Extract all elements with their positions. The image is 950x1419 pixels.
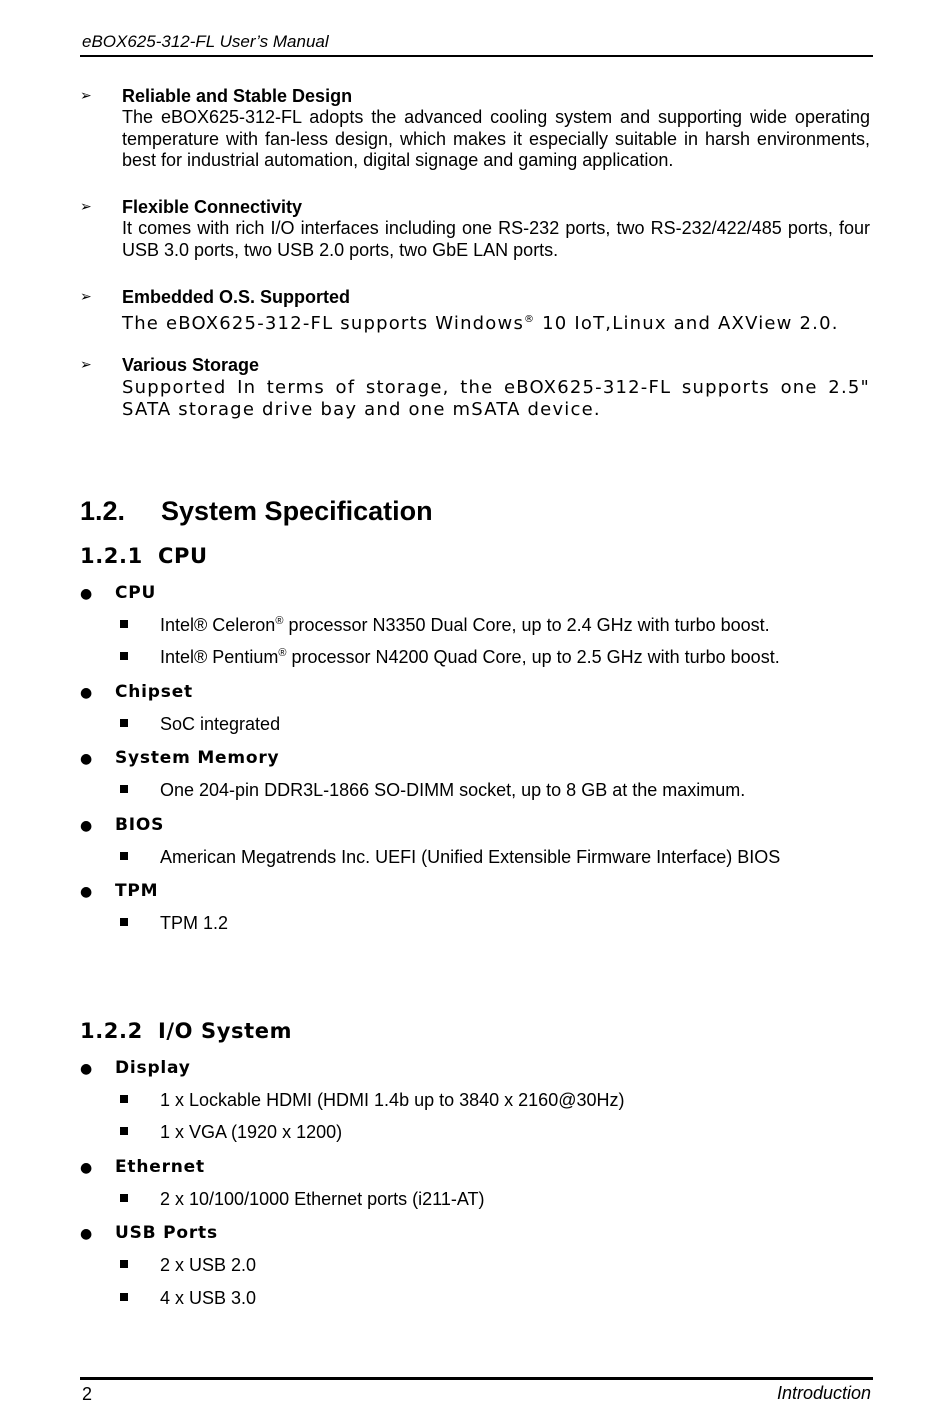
- subsection-heading-cpu: [80, 544, 208, 568]
- dot-bullet-icon: ●: [80, 818, 94, 834]
- footer-section-name: Introduction: [776, 1383, 871, 1403]
- spec-category: ● Chipset: [80, 682, 193, 702]
- arrow-bullet-icon: ➢: [80, 356, 92, 372]
- dot-bullet-icon: ●: [80, 884, 94, 900]
- spec-item: 1 x VGA (1920 x 1200): [120, 1122, 342, 1143]
- page-number: 2: [82, 1384, 93, 1404]
- feature-title: Embedded O.S. Supported: [122, 287, 351, 307]
- feature-title: Reliable and Stable Design: [122, 86, 353, 106]
- subsection-heading-io: [80, 1019, 292, 1043]
- square-bullet-icon: [120, 1293, 128, 1301]
- feature-title: Various Storage: [122, 355, 260, 375]
- spec-item: 2 x USB 2.0: [120, 1255, 256, 1276]
- section-heading: [80, 496, 433, 527]
- spec-category: ● USB Ports: [80, 1223, 218, 1243]
- dot-bullet-icon: ●: [80, 685, 94, 701]
- feature-title: Flexible Connectivity: [122, 197, 303, 217]
- spec-item: One 204-pin DDR3L-1866 SO-DIMM socket, up to 8 GB at the maximum.: [120, 780, 745, 801]
- dot-bullet-icon: ●: [80, 1226, 94, 1242]
- feature-body: Supported In terms of storage, the eBOX625-312-FL supports one 2.5" SATA storage drive bay and one mSATA device.: [122, 377, 870, 420]
- spec-item: American Megatrends Inc. UEFI (Unified Extensible Firmware Interface) BIOS: [120, 847, 780, 868]
- spec-item: 4 x USB 3.0: [120, 1288, 256, 1309]
- dot-bullet-icon: ●: [80, 751, 94, 767]
- square-bullet-icon: [120, 1127, 128, 1135]
- square-bullet-icon: [120, 785, 128, 793]
- feature-body: It comes with rich I/O interfaces including one RS-232 ports, two RS-232/422/485 ports, four USB 3.0 ports, two USB 2.0 ports, two GbE LAN ports.: [122, 218, 870, 260]
- square-bullet-icon: [120, 620, 128, 628]
- arrow-bullet-icon: ➢: [80, 87, 92, 103]
- spec-item: TPM 1.2: [120, 913, 228, 934]
- square-bullet-icon: [120, 918, 128, 926]
- subsection-number: 1.2.1: [80, 544, 143, 568]
- arrow-bullet-icon: ➢: [80, 288, 92, 304]
- square-bullet-icon: [120, 652, 128, 660]
- square-bullet-icon: [120, 852, 128, 860]
- spec-item: Intel® Pentium® processor N4200 Quad Core, up to 2.5 GHz with turbo boost.: [120, 647, 780, 668]
- spec-category: ● Ethernet: [80, 1157, 205, 1177]
- section-title: System Specification: [161, 496, 433, 526]
- square-bullet-icon: [120, 1194, 128, 1202]
- section-number: 1.2.: [80, 496, 126, 526]
- feature-body: The eBOX625-312-FL adopts the advanced cooling system and supporting wide operating temperature with fan-less design, which makes it especially suitable in harsh environments, best for industrial automation, digital signage and gaming application.: [122, 107, 870, 170]
- square-bullet-icon: [120, 1095, 128, 1103]
- arrow-bullet-icon: ➢: [80, 198, 92, 214]
- square-bullet-icon: [120, 719, 128, 727]
- header-divider: [80, 55, 873, 57]
- square-bullet-icon: [120, 1260, 128, 1268]
- subsection-title: I/O System: [158, 1019, 293, 1043]
- spec-category: ● TPM: [80, 881, 159, 901]
- spec-item: 2 x 10/100/1000 Ethernet ports (i211-AT): [120, 1189, 485, 1210]
- dot-bullet-icon: ●: [80, 586, 94, 602]
- spec-item: Intel® Celeron® processor N3350 Dual Core, up to 2.4 GHz with turbo boost.: [120, 615, 770, 636]
- dot-bullet-icon: ●: [80, 1061, 94, 1077]
- spec-category: ● System Memory: [80, 748, 280, 768]
- feature-body: The eBOX625-312-FL supports Windows® 10 IoT,Linux and AXView 2.0.: [122, 313, 839, 334]
- subsection-title: CPU: [158, 544, 208, 568]
- spec-category: ● CPU: [80, 583, 157, 603]
- footer-divider: [80, 1377, 873, 1380]
- spec-category: ● Display: [80, 1058, 191, 1078]
- spec-item: SoC integrated: [120, 714, 280, 735]
- subsection-number: 1.2.2: [80, 1019, 143, 1043]
- spec-category: ● BIOS: [80, 815, 165, 835]
- manual-title: eBOX625-312-FL User’s Manual: [82, 32, 329, 51]
- dot-bullet-icon: ●: [80, 1160, 94, 1176]
- spec-item: 1 x Lockable HDMI (HDMI 1.4b up to 3840 x 2160@30Hz): [120, 1090, 625, 1111]
